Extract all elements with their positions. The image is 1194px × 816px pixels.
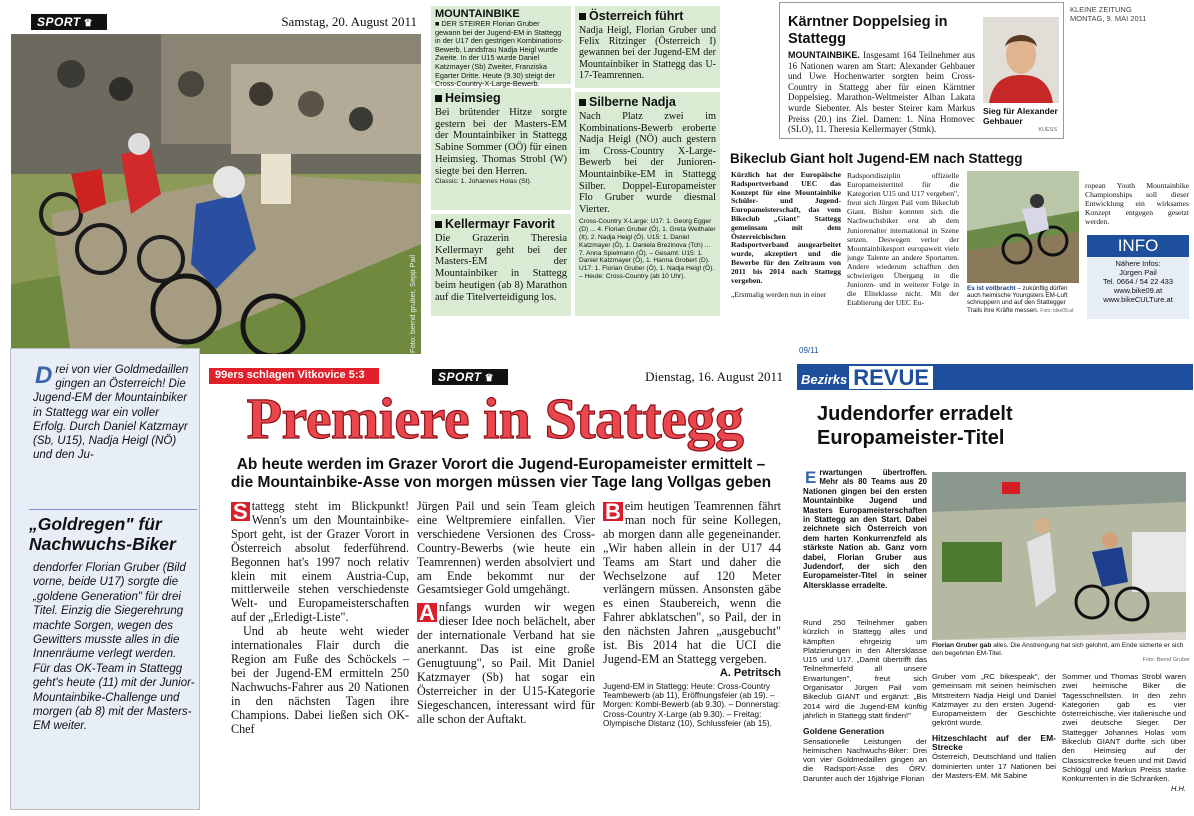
revue-col2-sub: Hitzeschlacht auf der EM-Strecke xyxy=(932,732,1056,753)
heading-text: Österreich führt xyxy=(589,9,684,23)
masthead-big: REVUE xyxy=(849,366,933,389)
notice-heimsieg xyxy=(431,88,571,210)
revue-lead-text: rwartungen übertroffen. Mehr als 80 Teams aus 20 Nationen gingen bei den ersten Mountainbike Jugend und Masters Europameisterschaften in Stattegg an den Start. Dabei zeichnete sich Österreich von dem harten Konkurrenzfeld als stärkste Nation ab. Ganz vorn dabei, Florian Gruber aus Judendorf, der sich den Europameister-Titel in seiner Altersklasse erradelte. xyxy=(803,468,927,590)
info-line-4[interactable]: www.bikeCULTure.at xyxy=(1103,295,1173,304)
goldregen-intro xyxy=(33,363,195,462)
revue-col1-b: Sensationelle Leistungen der heimischen Nachwuchs-Biker: Drei von vier Goldmedaillen gingen an die Radsport-Asse des ÖRV. Darunter auch der 16jährige Florian xyxy=(803,736,927,783)
kz-caption: Sieg für Alexander Gehbauer xyxy=(983,106,1058,126)
kz-portrait xyxy=(983,17,1059,103)
info-title: INFO xyxy=(1087,235,1189,257)
bullet-square-icon xyxy=(435,221,442,228)
revue-photo xyxy=(932,472,1186,640)
bc-col1-tail: „Erstmalig werden nun in einer xyxy=(731,290,827,300)
revue-col1-text: Rund 250 Teilnehmer gaben kürzlich in Stattegg alles und kämpften ehrgeizig um Platzierungen in den Altersklasse U15 und U17. „Damit übertrifft das Teilnehmerfeld all unsere Erwartungen", freut sich Organisator Jürgen Pail vom Bikeclub GIANT und ergänzt: „Bis 2014 wird die Jugend-EM künftig jährlich in Stattegg statt finden!" xyxy=(803,618,927,720)
sport-banner xyxy=(432,369,508,385)
notice-oesterreich xyxy=(575,6,720,88)
premiere-col1 xyxy=(231,500,409,736)
premiere-headline: Premiere in Stattegg xyxy=(246,386,744,451)
premiere-col1-b: Und ab heute weht wieder internationales Flair durch die Region am Fuße des Schöckels – bei der Jugend-EM ermitteln 250 Nachwuchs-Fahrer aus 20 Nationen in den nächsten Tagen ihre Champions. Dabei ließen sich OK-Chef xyxy=(231,624,409,736)
revue-col3-text: Sommer und Thomas Strobl waren zwei heimische Biker die Tagesschnellsten. In den zehn Kategorien gab es vier österreichische, vier italienische und zwei deutsche Sieger. Der Stattegger Johannes Holas vom Bikeclub GIANT durfte sich über den Heimsieg auf der Classicstrecke freuen und mit David Schlöggl und Markus Preiss starke Konkurrenten in die Schranken. xyxy=(1062,672,1186,784)
revue-masthead xyxy=(797,364,1193,390)
bc-photo xyxy=(967,171,1079,283)
clip-goldregen xyxy=(10,348,200,810)
bc-info-box xyxy=(1087,235,1189,319)
bc-headline: Bikeclub Giant holt Jugend-EM nach Stattegg xyxy=(730,151,1023,166)
premiere-col2 xyxy=(417,500,595,727)
revue-col2 xyxy=(932,672,1056,780)
paper-name: KLEINE ZEITUNG xyxy=(1070,5,1132,14)
kz-credit: KUESS xyxy=(1038,127,1057,133)
caption-credit: Foto: bike09.at xyxy=(1040,307,1074,314)
notice-kellermayr-text: Die Grazerin Theresia Kellermayr geht bei der Masters-EM der Mountainbiker in Stattegg beim heutigen (ab 8) Marathon auf die Titelverteidigung los. xyxy=(435,233,567,303)
issue-date: Samstag, 20. August 2011 xyxy=(281,14,417,29)
bc-col1 xyxy=(731,171,841,300)
notice-silber xyxy=(575,92,720,316)
kz-box xyxy=(779,2,1064,139)
info-line-2: Tel. 0664 / 54 22 433 xyxy=(1102,277,1174,286)
revue-col1 xyxy=(803,618,927,783)
notice-kellermayr xyxy=(431,214,571,316)
kz-lead-bold: MOUNTAINBIKE. xyxy=(788,50,860,60)
bullet-square-icon xyxy=(579,99,586,106)
clip-bezirks-revue xyxy=(795,340,1193,814)
masthead-small: Bezirks xyxy=(801,372,848,387)
caption-bold: Florian Gruber gab xyxy=(932,642,992,649)
revue-col2-text: Gruber vom „RC bikespeak", der gemeinsam mit seinen heimischen Mitstreitern Nadja Heigl und Daniel Katzmayer zu den ersten Jugend-Europameistern der Geschichte gekrönt wurde. xyxy=(932,672,1056,728)
clip-premiere xyxy=(201,360,791,816)
clip-sport-photo xyxy=(8,8,423,356)
revue-sign: H.H. xyxy=(1171,783,1186,793)
premiere-col2-a: Jürgen Pail und sein Team gleich eine Weltpremiere einfallen. Vier verschiedene Versionen des Cross-Country-Bewerbs (wie heute ein Teamrennen) werden absolviert und am Ende bekommt nur der Gesamtsieger Gold umgehängt. xyxy=(417,499,595,597)
revue-col2-b: Österreich, Deutschland und Italien dominierten unter 17 Nationen bei der Masters-EM. Mit Sabine xyxy=(932,752,1056,780)
bullet-square-icon xyxy=(579,13,586,20)
notice-silber-text: Nach Platz zwei im Kombinations-Bewerb eroberte Nadja Heigl (NÖ) auch gestern im Cross-Country X-Large-Bewerb bei der Junioren-Mountainbike-EM in Stattegg Silber. Doppel-Europameister Flo Gruber wurde diesmal Vierter. xyxy=(579,111,716,215)
race-photo-illustration xyxy=(11,34,421,354)
premiere-col2-b: nfangs wurden wir wegen dieser Idee noch belächelt, aber der internationale Verband hat sie anerkannt. Das ist eine große Genugtuung", so Pail. Mit Daniel Katzmayer (Sb) hat sogar ein Österreicher in der U15-Kategorie Siegeschancen, interessant wird für alle schon der Auftakt. xyxy=(417,600,595,726)
notice-heimsieg-classic: Classic: 1. Johannes Holas (St). xyxy=(435,178,532,186)
bc-col2: Radsportdisziplin offizielle Europameistertitel für die Kategorien U15 und U17 vergeben", freut sich Jürgen Pail vom Bikeclub Giant. Bisher konnten sich die Nachwuchsbiker erst ab dem Juniorenalter international in Szene setzen. Deswegen verlor der Mountainbikesport europaweit viele junge Talente an andere Sportarten. Andere wiederum schafften den schwierigen Übergang in die Junioren- und in weiterer Folge in die Eliteklasse nicht. Mit der Etablierung der UEC Eu- xyxy=(847,171,959,308)
notice-mountainbike-head: MOUNTAINBIKE xyxy=(435,8,520,20)
clip-kleine-zeitung xyxy=(727,0,1192,143)
heading-text: Heimsieg xyxy=(445,91,501,105)
heading-text: Silberne Nadja xyxy=(589,95,676,109)
notice-silber-head xyxy=(579,95,716,109)
finish-line-illustration xyxy=(932,472,1186,640)
caption-text: alles. Die Anstrengung hat sich gelohnt, am Ende sicherte er sich den begehrten EM-Titel. xyxy=(932,642,1184,657)
dropcap-d: D xyxy=(35,362,53,389)
revue-col3 xyxy=(1062,672,1186,793)
kz-text-block xyxy=(785,50,975,135)
bc-col3: ropean Youth Mountainbike Championships soll dieser Entwicklung ein wirksames Konzept entgegen gesetzt werden. xyxy=(1085,181,1189,227)
notice-heimsieg-head xyxy=(435,91,567,105)
revue-col1-sub: Goldene Generation xyxy=(803,726,885,737)
revue-headline: Judendorfer erradelt Europameister-Titel xyxy=(817,403,1013,449)
bc-photo-caption xyxy=(967,285,1081,315)
notice-heimsieg-text: Bei brütender Hitze sorgte gestern bei der Masters-EM der Mountainbiker in Stattegg Sabine Sommer (OÖ) für einen Heimsieg. Thomas Strobl (W) siegte bei den Herren. xyxy=(435,107,567,177)
goldregen-intro-text: rei von vier Goldmedaillen gingen an Österreich! Die Jugend-EM der Mountainbiker in Stattegg war ein voller Erfolg. Durch Daniel Katzmayr (Sb, U15), Nadja Heigl (NÖ) und den Ju- xyxy=(33,364,189,462)
notice-kellermayr-head xyxy=(435,217,567,231)
sport-banner xyxy=(31,14,107,30)
sport-label: SPORT xyxy=(438,370,482,384)
kicker-bar: 99ers schlagen Vitkovice 5:3 xyxy=(209,368,379,384)
revue-lead xyxy=(803,468,927,590)
caption-credit: Foto: Bernd Gruber xyxy=(1142,657,1190,664)
premiere-col1-a: tattegg steht im Blickpunkt! Wenn's um den Mountainbike-Sport geht, ist der Grazer Vorort in Österreich absolut federführend. Begonnen hat's 1997 noch relativ klein mit einem Austria-Cup, mittlerweile stehen verschiedenste Welt- und Europameisterschaften auf der „Erledigt-Liste". xyxy=(231,499,409,625)
portrait-illustration xyxy=(983,17,1059,103)
notice-silber-results: Cross-Country X-Large: U17: 1. Georg Egger (D) ... 4. Florian Gruber (Ö), 1. Greta Weithaler (It), 2. Nadja Heigl (Ö). U15: 1. Daniel Katzmayer (Ö), 1. Daniela Brezinova (Tch) ... 7. Anna Spielmann (Ö). – Gesamt: U15: 1. Daniel Katzmayer (Ö), 1. Hanna Grobert (D). U17: 1. Florian Gruber (Ö), 1. Nadja Heigl (Ö). – Heute: Cross-Country (ab 10 Uhr). xyxy=(579,218,716,280)
caption-bold: Es ist vollbracht xyxy=(967,285,1016,292)
heading-text: Kellermayr Favorit xyxy=(445,217,555,231)
premiere-subhead: Ab heute werden im Grazer Vorort die Jugend-Europameister ermittelt – die Mountainbike-Asse von morgen müssen vier Tage lang Vollgas geben xyxy=(230,456,772,491)
premiere-author: A. Petritsch xyxy=(719,666,781,679)
info-line-1: Jürgen Pail xyxy=(1119,268,1157,277)
photo-credit: Foto: bernd gruber, Sepp Pail xyxy=(408,255,417,353)
caption-text: – zukünftig dürfen auch heimische Youngsters EM-Luft schnuppern und auf den Stattegger Trails ihre Kräfte messen. xyxy=(967,285,1068,314)
goldregen-body: dendorfer Florian Gruber (Bild vorne, beide U17) sorgte die „goldene Generation" für drei Titel. Einzig die Siegerehrung machte Sorgen, wegen des Gewitters musste alles in die Innenräume verlegt werden. Für das OK-Team in Stattegg geht's heute (11) mit der Junior-Mountainbike-Challenge und morgen (ab 8) mit der Masters-EM weiter. xyxy=(33,562,195,733)
info-line-0: Nähere Infos: xyxy=(1115,259,1161,268)
notice-mountainbike-text: ■ DER STEIRER Florian Gruber gewann bei der Jugend-EM in Stattegg in der U17 den gestrigen Kombinations-Bewerb, Landsfrau Nadja Heigl wurde Zweite. In der U15 wurde Daniel Katzmayer (Sb) Zweiter, Franziska Egarter Dritte. Heute (9.30) steigt der Cross-Country-X-Large-Bewerb. xyxy=(435,19,564,89)
kz-headline: Kärntner Doppelsieg in Stattegg xyxy=(788,14,948,47)
sport-label: SPORT xyxy=(37,15,81,29)
premiere-col3-a: eim heutigen Teamrennen fährt man noch für seine Kollegen, ab morgen dann alle gegeneinander. „Wir haben allein in der U17 44 Teams am Start und daher die Wechselzone auf 120 Meter verlängern müssen. Ansonsten gäbe es einen Staubereich, wenn die Fahrer abklatschen", so Pail, der in den nächsten Jahren „ausgebucht" ist. Bis 2014 hat die UCI die Jugend-EM an Stattegg vergeben. xyxy=(603,499,781,666)
notice-oesterreich-text: Nadja Heigl, Florian Gruber und Felix Ritzinger (Österreich I) gewannen bei der Jugend-EM der Mountainbiker in Stattegg das U-17-Teamrennen. xyxy=(579,25,716,81)
notice-oesterreich-head xyxy=(579,9,716,23)
paper-date: MONTAG, 9. MAI 2011 xyxy=(1070,14,1147,23)
premiere-col3 xyxy=(603,500,781,728)
dropcap-e: E xyxy=(805,468,817,487)
notice-mountainbike xyxy=(431,6,571,89)
dropcap-s: S xyxy=(233,499,248,524)
revue-issue: 09/11 xyxy=(799,346,819,355)
bike-jump-illustration xyxy=(967,171,1079,283)
crown-icon: ♛ xyxy=(83,18,94,29)
crown-icon: ♛ xyxy=(484,373,495,384)
dropcap-a: A xyxy=(419,600,435,626)
race-photo xyxy=(11,34,421,354)
info-line-3[interactable]: www.bike09.at xyxy=(1113,286,1163,295)
bc-col1-text: Kürzlich hat der Europäische Radsportverband UEC das Konzept für eine Mountainbike Schüler- und Jugend-Europameisterschaft, das vom Bikeclub „Giant" Stattegg gemeinsam mit dem Österreichischen Radsportverband ausgearbeitet wurde, akzeptiert und die Bewerbe für den Zeitraum von 2011 bis 2014 nach Stattegg vergeben. xyxy=(731,170,841,285)
goldregen-headline: „Goldregen" für Nachwuchs-Biker xyxy=(29,509,197,554)
premiere-schedule: Jugend-EM in Stattegg: Heute: Cross-Country Teambewerb (ab 11), Eröffnungsfeier (ab 19). – Morgen: Kombi-Bewerb (ab 9.30). – Donnerstag: Cross-Country X-Large (ab 9.30). – Freitag: Olympische Distanz (10), Schlussfeier (ab 15). xyxy=(603,681,781,728)
clip-green-notices xyxy=(429,4,722,318)
revue-photo-caption xyxy=(932,642,1190,665)
bullet-square-icon xyxy=(435,95,442,102)
clip-bikeclub-giant xyxy=(727,147,1192,322)
dropcap-b: B xyxy=(605,499,621,524)
issue-date: Dienstag, 16. August 2011 xyxy=(645,369,783,384)
kz-text: Insgesamt 164 Teilnehmer aus 16 Nationen waren am Start: Alexander Gehbauer und Uwe Hochenwarter sorgten beim Cross-Country in Stattegg aber für einen Kärntner Doppelsieg. Marathon-Weltmeister Alban Lakata wurde Siebenter. Als bester Steirer kam Markus Preiss (20.) ins Ziel. Damen: 1. Nina Homovec (SLO), 11. Theresia Kellermayer (Stmk). xyxy=(788,50,975,135)
